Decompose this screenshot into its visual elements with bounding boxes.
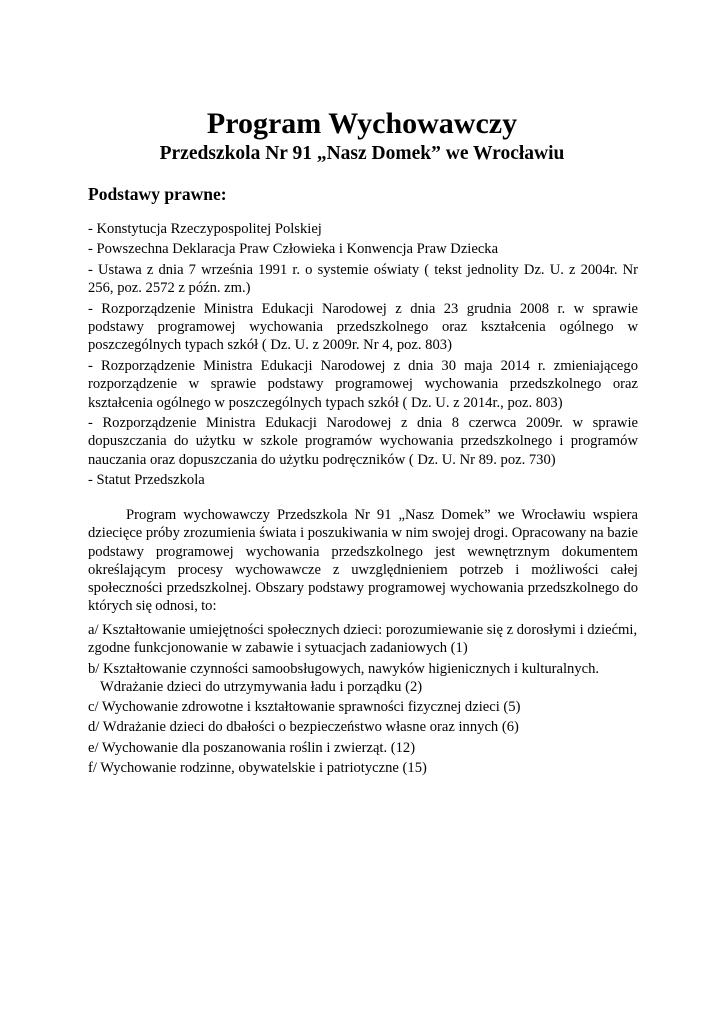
- program-areas-list: [88, 621, 648, 779]
- document-title: Program Wychowawczy: [206, 107, 518, 140]
- program-area-item: e/ Wychowanie dla poszanowania roślin i zwierząt. (12): [88, 739, 416, 756]
- program-area-line: b/ Kształtowanie czynności samoobsługowych, nawyków higienicznych i kulturalnych.: [88, 660, 600, 677]
- program-area-line: a/ Kształtowanie umiejętności społecznych dzieci: porozumiewanie się z dorosłymi i dziećmi,: [88, 622, 638, 638]
- program-area-line: zgodne funkcjonowanie w zabawie i sytuacjach zadaniowych (1): [88, 640, 468, 657]
- program-area-item: f/ Wychowanie rodzinne, obywatelskie i patriotyczne (15): [88, 759, 427, 776]
- program-area-line: Wdrażanie dzieci do utrzymywania ładu i porządku (2): [100, 679, 423, 696]
- program-area-item: c/ Wychowanie zdrowotne i kształtowanie sprawności fizycznej dzieci (5): [88, 699, 521, 716]
- legal-basis-item: - Rozporządzenie Ministra Edukacji Narodowej z dnia 30 maja 2014 r. zmieniającego rozporządzenie w sprawie podstawy programowej wychowania przedszkolnego oraz kształcenia ogólnego w poszczególnych typach szkół ( Dz. U. z 2014r., poz. 803): [88, 357, 638, 411]
- legal-basis-heading: Podstawy prawne:: [88, 184, 227, 204]
- legal-basis-list: [88, 220, 638, 492]
- program-area-item: d/ Wdrażanie dzieci do dbałości o bezpieczeństwo własne oraz innych (6): [88, 719, 519, 736]
- legal-basis-item: - Powszechna Deklaracja Praw Człowieka i Konwencja Praw Dziecka: [88, 241, 499, 258]
- document-subtitle: Przedszkola Nr 91 „Nasz Domek” we Wrocławiu: [159, 143, 565, 164]
- legal-basis-item: - Rozporządzenie Ministra Edukacji Narodowej z dnia 8 czerwca 2009r. w sprawie dopuszczania do użytku w szkole programów wychowania przedszkolnego i programów nauczania oraz dopuszczania do użytku podręczników ( Dz. U. Nr 89. poz. 730): [88, 415, 638, 468]
- program-area-item: [88, 660, 648, 697]
- program-area-item: [88, 621, 648, 658]
- legal-basis-item: - Rozporządzenie Ministra Edukacji Narodowej z dnia 23 grudnia 2008 r. w sprawie podstawy programowej wychowania przedszkolnego oraz kształcenia ogólnego w poszczególnych typach szkół ( Dz. U. z 2009r. Nr 4, poz. 803): [88, 300, 638, 354]
- intro-paragraph: Program wychowawczy Przedszkola Nr 91 „Nasz Domek” we Wrocławiu wspiera dziecięce próby zrozumienia świata i poszukiwania w nim swojej drogi. Opracowany na bazie podstawy programowej wychowania przedszkolnego jest wewnętrznym dokumentem określającym procesy wychowawcze z uwzględnieniem potrzeb i możliwości całej społeczności przedszkolnej. Obszary podstawy programowej wychowania przedszkolnego do których się odnosi, to:: [88, 507, 638, 615]
- legal-basis-item: - Ustawa z dnia 7 września 1991 r. o systemie oświaty ( tekst jednolity Dz. U. z 2004r. Nr 256, poz. 2572 z późn. zm.): [88, 261, 638, 297]
- legal-basis-item: - Statut Przedszkola: [88, 472, 205, 489]
- legal-basis-item: - Konstytucja Rzeczypospolitej Polskiej: [88, 221, 322, 237]
